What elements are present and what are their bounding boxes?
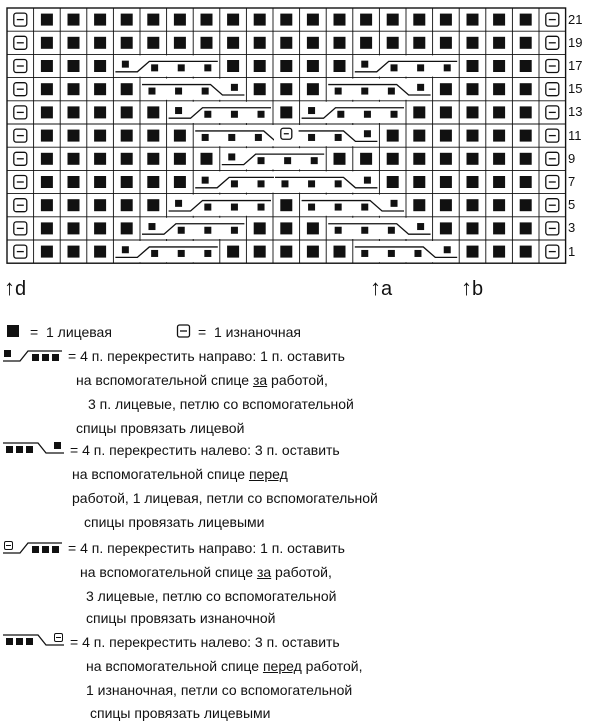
legend-underlined: перед: [262, 658, 302, 674]
knit-stitch: [121, 37, 133, 49]
knit-stitch: [147, 37, 159, 49]
knit-stitch: [41, 246, 53, 258]
knit-stitch: [227, 14, 239, 26]
knit-stitch: [413, 14, 425, 26]
cable-stitch: [258, 111, 265, 118]
knit-stitch: [360, 37, 372, 49]
knit-stitch: [254, 14, 266, 26]
cable-stitch: [364, 111, 371, 118]
cable-stitch: [175, 200, 182, 207]
knit-stitch: [307, 14, 319, 26]
cross-left-knit-icon: [2, 440, 66, 456]
knit-stitch: [413, 106, 425, 118]
arrow-d: [4, 275, 27, 300]
cable-stitch: [231, 227, 238, 234]
legend-cross-left-knit-line3: работой, 1 лицевая, петли со вспомогательной: [72, 490, 378, 506]
knit-stitch: [440, 14, 452, 26]
knit-stitch: [334, 246, 346, 258]
cable-stitch: [204, 250, 211, 257]
row-number: 17: [568, 58, 583, 73]
row-number: 3: [568, 220, 576, 236]
cable-stitch: [175, 107, 182, 114]
legend-underlined: перед: [248, 466, 288, 482]
knit-stitch: [254, 83, 266, 95]
knit-stitch: [493, 130, 505, 142]
cable-bg: [327, 218, 431, 239]
purl-symbol-icon: [176, 324, 192, 338]
cable-stitch: [122, 61, 129, 68]
arrow-a-label: a: [381, 278, 393, 300]
knit-stitch: [280, 222, 292, 234]
cable-bg: [221, 148, 325, 169]
cable-stitch: [335, 134, 342, 141]
knit-stitch: [121, 176, 133, 188]
legend-cross-right-purl-line1: [68, 540, 345, 556]
arrow-up-icon: ↑: [461, 275, 472, 300]
knit-stitch: [440, 37, 452, 49]
knit-stitch: [387, 37, 399, 49]
legend-text: на вспомогательной спице: [86, 658, 263, 674]
knit-stitch: [41, 83, 53, 95]
legend-text: работой,: [271, 564, 332, 580]
cable-stitch: [178, 250, 185, 257]
legend-purl-text: 1 изнаночная: [213, 324, 302, 340]
knit-stitch: [493, 106, 505, 118]
knit-stitch: [41, 130, 53, 142]
knit-stitch: [360, 153, 372, 165]
knit-stitch: [520, 246, 532, 258]
row-number: 7: [568, 174, 576, 189]
knit-stitch: [493, 60, 505, 72]
cable-stitch: [175, 88, 182, 95]
cable-stitch: [444, 246, 451, 253]
knit-stitch: [68, 199, 80, 211]
legend-cross-right-knit-line2: [76, 372, 328, 388]
knit-stitch: [520, 14, 532, 26]
knit-stitch: [280, 246, 292, 258]
cable-stitch: [417, 64, 424, 71]
arrow-d-label: d: [15, 278, 27, 300]
knit-stitch: [94, 83, 106, 95]
row-number: 1: [568, 243, 576, 259]
knit-stitch: [334, 37, 346, 49]
knit-stitch: [413, 199, 425, 211]
knit-stitch: [94, 153, 106, 165]
knit-stitch: [307, 83, 319, 95]
legend-text: работой,: [301, 658, 363, 674]
knit-stitch: [493, 153, 505, 165]
cable-stitch: [417, 223, 424, 230]
arrow-up-icon: ↑: [370, 275, 381, 300]
cable-stitch: [308, 134, 315, 141]
cable-stitch: [231, 204, 238, 211]
cable-stitch: [414, 250, 421, 257]
legend-knit: [30, 324, 112, 340]
cable-stitch: [202, 88, 209, 95]
knit-stitch: [307, 246, 319, 258]
knit-stitch: [68, 106, 80, 118]
knit-stitch: [467, 153, 479, 165]
cable-stitch: [178, 64, 185, 71]
knit-stitch: [201, 37, 213, 49]
cross-right-purl-icon: [2, 540, 64, 556]
knit-stitch: [147, 106, 159, 118]
knit-stitch: [387, 130, 399, 142]
legend-cross-left-purl-line1: [70, 634, 340, 650]
knit-stitch: [41, 199, 53, 211]
cable-stitch: [228, 134, 235, 141]
cross-right-knit-icon: [2, 348, 64, 364]
legend-underlined: за: [256, 564, 272, 580]
knit-stitch: [174, 176, 186, 188]
knit-stitch: [467, 37, 479, 49]
cable-bg: [301, 102, 405, 123]
knit-stitch: [94, 246, 106, 258]
knit-stitch: [94, 60, 106, 72]
knit-stitch: [41, 37, 53, 49]
knit-stitch: [68, 37, 80, 49]
knit-stitch: [387, 176, 399, 188]
cable-stitch: [231, 84, 238, 91]
knitting-chart: [0, 0, 600, 320]
knit-stitch: [334, 153, 346, 165]
legend-eq: =: [68, 540, 77, 556]
row-number: 11: [568, 127, 582, 143]
knit-stitch: [121, 153, 133, 165]
knit-stitch: [467, 14, 479, 26]
knit-stitch: [254, 222, 266, 234]
knit-stitch: [520, 106, 532, 118]
knit-stitch: [520, 222, 532, 234]
legend-text: 4 п. перекрестить направо: 1 п. оставить: [80, 348, 345, 364]
knit-stitch: [68, 130, 80, 142]
knit-stitch: [387, 153, 399, 165]
cable-stitch: [281, 180, 288, 187]
legend-cross-left-purl-line4: спицы провязать лицевыми: [90, 705, 271, 721]
knit-stitch: [413, 37, 425, 49]
knit-stitch: [520, 37, 532, 49]
knit-stitch: [387, 14, 399, 26]
row-number: 21: [568, 11, 583, 27]
knit-stitch: [94, 176, 106, 188]
knit-stitch: [360, 14, 372, 26]
legend-knit-text: 1 лицевая: [45, 324, 112, 340]
knit-stitch: [467, 222, 479, 234]
knit-stitch: [94, 14, 106, 26]
knit-stitch: [147, 14, 159, 26]
cable-stitch: [335, 180, 342, 187]
legend-cross-left-knit-line1: [70, 442, 340, 458]
cable-stitch: [204, 204, 211, 211]
knit-stitch: [94, 130, 106, 142]
cable-stitch: [361, 204, 368, 211]
knit-stitch: [147, 130, 159, 142]
cable-stitch: [202, 177, 209, 184]
cable-stitch: [231, 111, 238, 118]
cross-left-purl-icon: [2, 632, 66, 648]
row-number: 9: [568, 150, 576, 166]
knit-stitch: [520, 176, 532, 188]
cable-stitch: [361, 250, 368, 257]
knit-stitch: [94, 199, 106, 211]
knit-stitch: [94, 106, 106, 118]
cable-stitch: [204, 111, 211, 118]
knit-stitch: [174, 14, 186, 26]
knit-stitch: [68, 83, 80, 95]
cable-stitch: [231, 180, 238, 187]
knit-stitch: [280, 14, 292, 26]
knit-stitch: [147, 176, 159, 188]
knit-stitch: [280, 60, 292, 72]
knit-stitch: [467, 246, 479, 258]
knit-stitch: [41, 14, 53, 26]
knit-stitch: [41, 60, 53, 72]
arrow-b-label: b: [472, 278, 484, 300]
cable-stitch: [308, 204, 315, 211]
arrow-up-icon: ↑: [4, 275, 15, 300]
cable-stitch: [361, 227, 368, 234]
knit-stitch: [413, 176, 425, 188]
row-number: 15: [568, 81, 583, 97]
knit-stitch: [94, 222, 106, 234]
knit-stitch: [307, 60, 319, 72]
cable-stitch: [308, 107, 315, 114]
cable-bg: [354, 55, 458, 76]
knit-stitch: [254, 246, 266, 258]
cable-stitch: [308, 180, 315, 187]
cable-bg: [274, 171, 378, 192]
knit-stitch: [493, 83, 505, 95]
knit-stitch: [467, 106, 479, 118]
knit-stitch: [520, 60, 532, 72]
legend-text: 4 п. перекрестить направо: 1 п. оставить: [80, 540, 345, 556]
legend-cross-left-knit-line4: спицы провязать лицевыми: [84, 514, 265, 530]
cable-stitch: [178, 227, 185, 234]
cable-stitch: [361, 61, 368, 68]
knit-stitch: [201, 14, 213, 26]
cable-stitch: [364, 177, 371, 184]
cable-stitch: [444, 64, 451, 71]
knit-stitch: [254, 60, 266, 72]
cable-bg: [141, 79, 245, 100]
knit-stitch: [334, 60, 346, 72]
knit-stitch: [467, 60, 479, 72]
cable-bg: [168, 102, 272, 123]
cable-stitch: [151, 64, 158, 71]
knit-stitch: [520, 199, 532, 211]
knit-stitch: [520, 130, 532, 142]
arrow-b: [461, 275, 484, 300]
knit-stitch: [121, 199, 133, 211]
cable-stitch: [284, 157, 291, 164]
knit-stitch: [68, 176, 80, 188]
knit-stitch: [227, 60, 239, 72]
knit-stitch: [68, 14, 80, 26]
row-number: 19: [568, 34, 583, 50]
cable-bg: [168, 195, 272, 216]
cable-stitch: [417, 84, 424, 91]
knit-stitch: [440, 153, 452, 165]
cable-stitch: [202, 134, 209, 141]
knit-stitch: [201, 153, 213, 165]
knit-stitch: [41, 106, 53, 118]
legend-cross-left-purl-line2: [86, 658, 362, 674]
legend-eq: =: [70, 442, 79, 458]
cable-stitch: [148, 223, 155, 230]
legend-text: на вспомогательной спице: [76, 372, 253, 388]
chart-grid: [0, 0, 600, 270]
knit-stitch: [68, 222, 80, 234]
legend-text: работой,: [267, 372, 328, 388]
cable-stitch: [204, 227, 211, 234]
knit-stitch: [440, 83, 452, 95]
knit-stitch: [467, 199, 479, 211]
knit-stitch: [413, 153, 425, 165]
cable-stitch: [335, 88, 342, 95]
knit-stitch: [493, 14, 505, 26]
row-number: 13: [568, 104, 583, 120]
cable-bg: [354, 241, 458, 262]
knit-stitch: [493, 199, 505, 211]
cable-bg: [141, 218, 245, 239]
cable-stitch: [258, 204, 265, 211]
legend-text: на вспомогательной спице: [72, 466, 249, 482]
knit-stitch: [440, 199, 452, 211]
knit-stitch: [493, 246, 505, 258]
knit-stitch: [68, 246, 80, 258]
knit-stitch: [467, 130, 479, 142]
legend-purl-eq: =: [198, 324, 207, 340]
knit-stitch: [334, 14, 346, 26]
legend-cross-left-purl-line3: 1 изнаночная, петли со вспомогательной: [86, 682, 353, 698]
legend-underlined: за: [252, 372, 268, 388]
cable-bg: [114, 241, 218, 262]
cable-stitch: [151, 250, 158, 257]
knit-stitch: [440, 106, 452, 118]
cable-stitch: [122, 246, 129, 253]
cable-stitch: [391, 111, 398, 118]
knit-stitch: [174, 37, 186, 49]
legend-cross-right-knit-line3: 3 п. лицевые, петлю со вспомогательной: [88, 396, 354, 412]
knit-stitch: [174, 153, 186, 165]
cable-stitch: [255, 134, 262, 141]
cable-stitch: [361, 88, 368, 95]
knit-stitch: [41, 222, 53, 234]
knit-stitch: [147, 199, 159, 211]
legend-text: 4 п. перекрестить налево: 3 п. оставить: [82, 634, 340, 650]
cable-bg: [301, 195, 405, 216]
knit-stitch: [68, 153, 80, 165]
knit-stitch: [227, 246, 239, 258]
knit-stitch: [280, 83, 292, 95]
cable-stitch: [364, 130, 371, 137]
knit-stitch: [520, 83, 532, 95]
knit-stitch: [121, 14, 133, 26]
cable-stitch: [258, 180, 265, 187]
knit-stitch: [254, 37, 266, 49]
cable-stitch: [258, 157, 265, 164]
knit-stitch: [121, 222, 133, 234]
legend-text: на вспомогательной спице: [80, 564, 257, 580]
cable-stitch: [388, 250, 395, 257]
knit-stitch: [280, 199, 292, 211]
knit-stitch: [440, 130, 452, 142]
knit-stitch: [493, 222, 505, 234]
cable-stitch: [337, 111, 344, 118]
knit-stitch: [467, 176, 479, 188]
legend-knit-eq: =: [30, 324, 39, 340]
cable-stitch: [335, 204, 342, 211]
knit-stitch: [174, 130, 186, 142]
cable-bg: [327, 79, 431, 100]
knit-stitch: [440, 176, 452, 188]
legend-eq: =: [70, 634, 79, 650]
legend-purl: [198, 324, 301, 340]
cable-stitch: [148, 88, 155, 95]
legend-cross-right-purl-line3: 3 лицевые, петлю со вспомогательной: [86, 588, 337, 604]
knit-stitch: [280, 106, 292, 118]
knit-stitch: [68, 60, 80, 72]
knit-stitch: [493, 37, 505, 49]
knit-stitch: [121, 83, 133, 95]
cable-stitch: [335, 227, 342, 234]
knit-stitch: [307, 37, 319, 49]
legend-eq: =: [68, 348, 77, 364]
cable-bg: [114, 55, 218, 76]
knit-stitch: [121, 130, 133, 142]
cable-stitch: [311, 157, 318, 164]
knit-stitch: [121, 106, 133, 118]
knit-stitch: [493, 176, 505, 188]
knit-stitch: [307, 222, 319, 234]
cable-stitch: [228, 153, 235, 160]
legend-cross-right-knit-line1: [68, 348, 345, 364]
cable-stitch: [388, 88, 395, 95]
knit-stitch: [413, 130, 425, 142]
knit-stitch: [94, 37, 106, 49]
cable-stitch: [204, 64, 211, 71]
knit-stitch: [41, 153, 53, 165]
knit-stitch: [147, 153, 159, 165]
legend-cross-right-knit-line4: спицы провязать лицевой: [76, 420, 245, 436]
knit-stitch: [467, 83, 479, 95]
knit-stitch: [227, 37, 239, 49]
knit-stitch: [41, 176, 53, 188]
knit-stitch: [520, 153, 532, 165]
knit-stitch: [280, 37, 292, 49]
knit-stitch: [440, 222, 452, 234]
cable-stitch: [388, 227, 395, 234]
legend-cross-right-purl-line2: [80, 564, 332, 580]
knit-symbol-icon: [6, 324, 20, 338]
arrow-a: [370, 275, 393, 300]
legend-text: 4 п. перекрестить налево: 3 п. оставить: [82, 442, 340, 458]
cable-stitch: [391, 64, 398, 71]
legend-cross-right-purl-line4: спицы провязать изнаночной: [86, 610, 276, 626]
legend-cross-left-knit-line2: [72, 466, 288, 482]
cable-stitch: [391, 200, 398, 207]
row-number: 5: [568, 197, 576, 213]
